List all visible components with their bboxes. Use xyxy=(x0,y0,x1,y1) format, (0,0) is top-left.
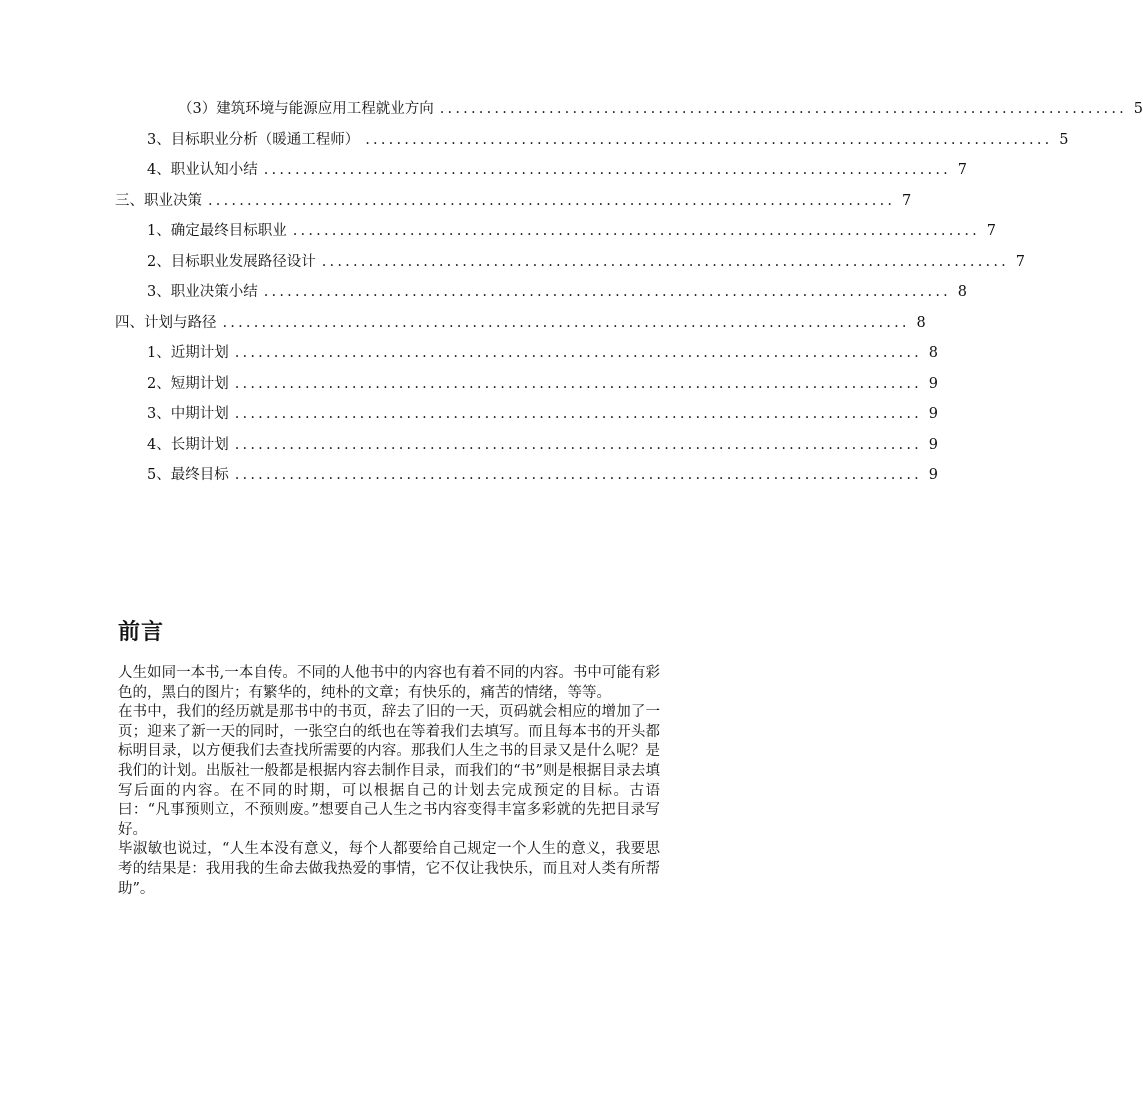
toc-entry-page: 8 xyxy=(928,345,938,361)
toc-entry-page: 7 xyxy=(1015,254,1025,270)
toc-entry-title: 3、中期计划 xyxy=(147,406,229,422)
toc-entry-title: （3）建筑环境与能源应用工程就业方向 xyxy=(178,101,434,117)
toc-entry-title: 2、短期计划 xyxy=(147,376,229,392)
toc-entry[interactable] xyxy=(115,191,912,211)
toc-entry-title: 1、近期计划 xyxy=(147,345,229,361)
toc-leader-dots: ........................................................................................ xyxy=(439,101,1127,117)
toc-entry[interactable] xyxy=(115,313,926,333)
toc-entry-title: 四、计划与路径 xyxy=(115,315,217,331)
toc-entry[interactable] xyxy=(147,465,938,485)
toc-entry-title: 3、职业决策小结 xyxy=(147,284,258,300)
preface-paragraph: 在书中，我们的经历就是那书中的书页，辞去了旧的一天，页码就会相应的增加了一页；迎来了新一天的同时，一张空白的纸也在等着我们去填写。而且每本书的开头都标明目录，以方便我们去查找所需要的内容。那我们人生之书的目录又是什么呢？是我们的计划。出版社一般都是根据内容去制作目录，而我们的“书”则是根据目录去填写后面的内容。在不同的时期，可以根据自己的计划去完成预定的目标。古语曰：“凡事预则立，不预则废。”想要自己人生之书内容变得丰富多彩就的先把目录写好。 xyxy=(118,704,660,838)
toc-entry[interactable] xyxy=(147,221,996,241)
toc-entry-title: 5、最终目标 xyxy=(147,467,229,483)
toc-leader-dots: ........................................................................................ xyxy=(222,315,910,331)
toc-entry-page: 7 xyxy=(957,162,967,178)
toc-entry-page: 9 xyxy=(928,376,938,392)
toc-entry[interactable] xyxy=(147,374,938,394)
toc-entry-title: 1、确定最终目标职业 xyxy=(147,223,287,239)
toc-leader-dots: ........................................................................................ xyxy=(234,437,922,453)
toc-entry-page: 5 xyxy=(1059,132,1069,148)
toc-entry-page: 9 xyxy=(928,467,938,483)
toc-leader-dots: ........................................................................................ xyxy=(321,254,1009,270)
toc-leader-dots: ........................................................................................ xyxy=(234,467,922,483)
preface-heading: 前言 xyxy=(118,620,165,645)
toc-entry[interactable] xyxy=(147,404,938,424)
toc-entry[interactable] xyxy=(147,160,967,180)
toc-entry[interactable] xyxy=(147,343,938,363)
toc-entry-title: 4、长期计划 xyxy=(147,437,229,453)
toc-entry[interactable] xyxy=(147,282,967,302)
toc-entry[interactable] xyxy=(147,130,1069,150)
toc-entry[interactable] xyxy=(147,252,1025,272)
toc-entry-title: 4、职业认知小结 xyxy=(147,162,258,178)
toc-entry-page: 8 xyxy=(916,315,926,331)
toc-entry-page: 7 xyxy=(901,193,912,209)
preface-body xyxy=(118,664,660,899)
toc-entry-page: 5 xyxy=(1133,101,1143,117)
toc-entry-title: 2、目标职业发展路径设计 xyxy=(147,254,316,270)
toc-leader-dots: ........................................................................................ xyxy=(292,223,980,239)
toc-leader-dots: ........................................................................................ xyxy=(208,193,896,209)
toc-entry-title: 三、职业决策 xyxy=(115,193,202,209)
toc-entry[interactable] xyxy=(147,435,938,455)
toc-entry-page: 8 xyxy=(957,284,967,300)
toc-leader-dots: ........................................................................................ xyxy=(234,406,922,422)
toc-entry-title: 3、目标职业分析（暖通工程师） xyxy=(147,132,360,148)
toc-entry-page: 9 xyxy=(928,406,938,422)
toc-entry-page: 9 xyxy=(928,437,938,453)
toc-leader-dots: ........................................................................................ xyxy=(365,132,1053,148)
preface-paragraph: 毕淑敏也说过，“人生本没有意义，每个人都要给自己规定一个人生的意义，我要思考的结果是：我用我的生命去做我热爱的事情，它不仅让我快乐，而且对人类有所帮助”。 xyxy=(118,841,660,897)
preface-paragraph: 人生如同一本书,一本自传。不同的人他书中的内容也有着不同的内容。书中可能有彩色的，黑白的图片；有繁华的，纯朴的文章；有快乐的，痛苦的情绪，等等。 xyxy=(118,665,660,701)
toc-entry-page: 7 xyxy=(986,223,996,239)
toc-leader-dots: ........................................................................................ xyxy=(234,345,922,361)
toc-leader-dots: ........................................................................................ xyxy=(263,284,951,300)
toc-entry[interactable] xyxy=(178,99,1143,119)
toc-leader-dots: ........................................................................................ xyxy=(234,376,922,392)
toc-leader-dots: ........................................................................................ xyxy=(263,162,951,178)
